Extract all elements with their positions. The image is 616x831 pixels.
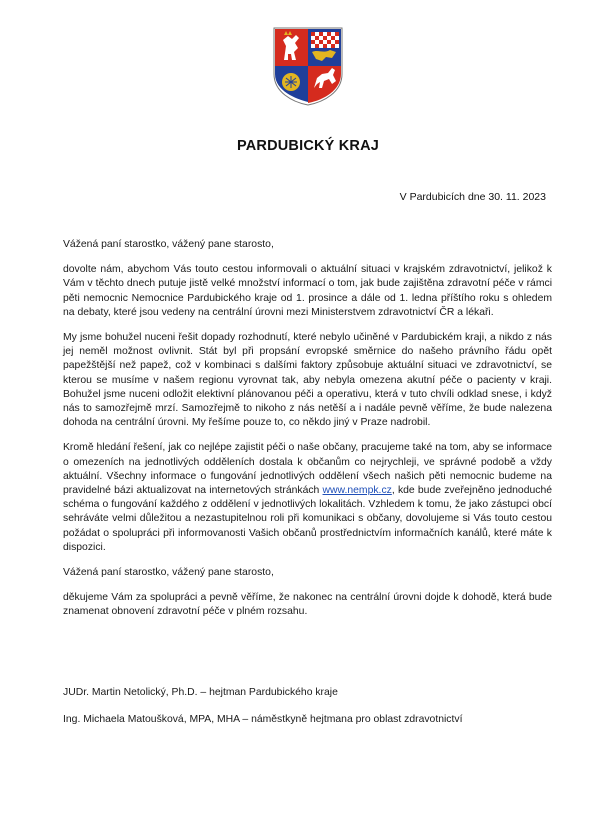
paragraph-situation: My jsme bohužel nuceni řešit dopady rozhodnutí, které nebylo učiněné v Pardubickém kraji, a nikdo z nás jej neměl možnost ovlivnit. Stát byl při propsání evropské směrnice do našeho právního řádu opět papežštější než papež, což v kombinaci s dalšími faktory způsobuje aktuální situaci ve zdravotnictví, se kterou se musíme v našem regionu vyrovnat tak, aby nebyla omezena akutní péče o pacienty v kraji. Bohužel jsme nuceni odložit elektivní plánovanou péči a operativu, která v tuto chvíli odklad snese, i když nás to samozřejmě mrzí. Samozřejmě to nikoho z nás netěší a i nadále pevně věříme, že bude nalezena dohoda na centrální úrovni. My řešíme pouze to, co někdo jiný v Praze nadrobil. <box>63 332 552 429</box>
nempk-website-link[interactable]: www.nempk.cz <box>322 485 392 497</box>
signature-block <box>63 686 462 740</box>
paragraph-intro: dovolte nám, abychom Vás touto cestou informovali o aktuální situaci v krajském zdravotnictví, jelikož k Vám v těchto dnech putuje jistě velké množství informací o tom, jak bude zajištěna zdravotní péče v rámci pěti nemocnic Nemocnice Pardubického kraje od 1. prosince a dále od 1. ledna příštího roku s ohledem na debaty, které jsou vedeny na centrální úrovni mezi Ministerstvem zdravotnictví ČR a lékaři. <box>63 264 552 318</box>
letter-date: V Pardubicích dne 30. 11. 2023 <box>399 191 546 203</box>
page-title: PARDUBICKÝ KRAJ <box>236 138 380 154</box>
signature-deputy: Ing. Michaela Matoušková, MPA, MHA – náměstkyně hejtmana pro oblast zdravotnictví <box>63 714 463 725</box>
paragraph-information-text-continued: , kde bude zveřejněno jednoduché schéma o fungování každého z oddělení v jednotlivých lokalitách. Vzhledem k tomu, že jako zástupci obcí sehráváte velmi důležitou a nezastupitelnou roli při komunikaci s občany, dovolujeme si Vás touto cestou požádat o spolupráci při informovanosti Vašich občanů prostřednictvím informačních kanálů, které máte k dispozici. <box>63 485 552 553</box>
letter-body <box>63 238 552 631</box>
salutation: Vážená paní starostko, vážený pane starosto, <box>63 239 274 250</box>
paragraph-information <box>63 441 552 555</box>
paragraph-information-text: Kromě hledání řešení, jak co nejlépe zajistit péči o naše občany, pracujeme také na tom, aby se informace o omezeních na jednotlivých odděleních dostala k občanům co nejrychleji, ve správné podobě a vždy aktuální. Všechny informace o fungování jednotlivých oddělení všech našich pěti nemocnic budeme na pravidelné bázi aktualizovat na internetových stránkách <box>63 442 552 497</box>
signature-governor: JUDr. Martin Netolický, Ph.D. – hejtman Pardubického kraje <box>63 687 338 698</box>
closing-salutation: Vážená paní starostko, vážený pane starosto, <box>63 567 274 579</box>
pardubice-region-coat-of-arms-icon <box>272 26 344 106</box>
paragraph-thanks: děkujeme Vám za spolupráci a pevně věříme, že nakonec na centrální úrovni dojde k dohodě, která bude znamenat obnovení zdravotní péče v plném rozsahu. <box>63 592 552 618</box>
